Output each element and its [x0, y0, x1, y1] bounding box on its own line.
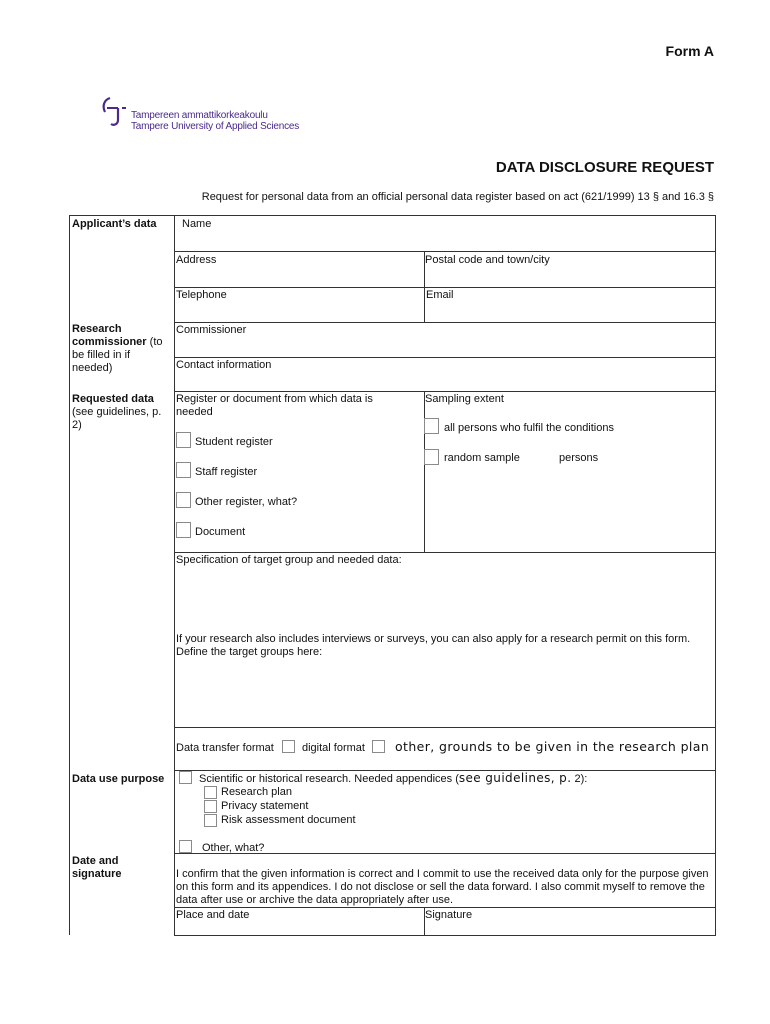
signature-section-label: Date and signature	[72, 855, 122, 880]
place-date-field[interactable]: Place and date	[176, 909, 250, 921]
other-purpose-label: Other, what?	[202, 842, 265, 854]
all-persons-label: all persons who fulfil the conditions	[444, 422, 614, 434]
research-plan-checkbox[interactable]	[204, 786, 217, 799]
scientific-research-label	[199, 772, 587, 786]
page-subtitle: Request for personal data from an official personal data register based on act (621/1999) 13 § and 16.3 §	[201, 191, 714, 203]
sampling-extent-label: Sampling extent	[425, 393, 504, 405]
email-field[interactable]: Email	[426, 289, 454, 301]
interviews-note[interactable]: If your research also includes interviews or surveys, you can also apply for a research permit on this form. Define the target groups here:	[176, 633, 691, 658]
name-field[interactable]: Name	[182, 218, 212, 230]
risk-assessment-checkbox[interactable]	[204, 814, 217, 827]
commissioner-field[interactable]: Commissioner	[176, 324, 247, 336]
page-ref-text: 2):	[571, 773, 588, 785]
other-grounds-label: other, grounds to be given in the research plan	[395, 739, 710, 754]
page-title: DATA DISCLOSURE REQUEST	[495, 159, 714, 176]
research-section-bold: Research commissioner	[72, 323, 147, 348]
digital-format-checkbox[interactable]	[282, 740, 295, 753]
transfer-format-label: Data transfer format	[176, 742, 274, 754]
other-register-checkbox[interactable]	[176, 492, 191, 508]
research-plan-label: Research plan	[221, 786, 292, 798]
requested-section-label	[72, 393, 172, 432]
logo-line-2: Tampere University of Applied Sciences	[131, 121, 300, 132]
specification-label[interactable]: Specification of target group and needed data:	[176, 554, 402, 566]
document-checkbox[interactable]	[176, 522, 191, 538]
student-register-label: Student register	[195, 436, 273, 448]
register-document-label: Register or document from which data is needed	[176, 393, 373, 418]
risk-assessment-label: Risk assessment document	[221, 814, 356, 826]
research-section-rest: (to be filled in if needed)	[72, 336, 163, 374]
see-guidelines-text: see guidelines, p.	[458, 771, 572, 785]
telephone-field[interactable]: Telephone	[176, 289, 227, 301]
persons-label: persons	[559, 452, 599, 464]
form-label: Form A	[665, 43, 714, 59]
document-label: Document	[195, 526, 246, 538]
address-field[interactable]: Address	[176, 254, 217, 266]
requested-section-bold: Requested data	[72, 393, 154, 405]
random-sample-label: random sample	[444, 452, 520, 464]
signature-field[interactable]: Signature	[425, 909, 473, 921]
other-format-checkbox[interactable]	[372, 740, 385, 753]
tamk-logo-icon	[100, 96, 134, 126]
other-purpose-checkbox[interactable]	[179, 840, 192, 853]
requested-section-rest: (see guidelines, p. 2)	[72, 406, 162, 431]
scientific-research-text: Scientific or historical research. Needed appendices (	[199, 773, 459, 785]
applicant-section-label: Applicant’s data	[72, 218, 157, 230]
privacy-statement-label: Privacy statement	[221, 800, 309, 812]
research-section-label	[72, 323, 172, 375]
data-use-section-label: Data use purpose	[72, 773, 165, 785]
staff-register-checkbox[interactable]	[176, 462, 191, 478]
digital-format-label: digital format	[302, 742, 365, 754]
logo-line-1: Tampereen ammattikorkeakoulu	[131, 110, 268, 121]
postal-code-field[interactable]: Postal code and town/city	[425, 254, 550, 266]
staff-register-label: Staff register	[195, 466, 258, 478]
student-register-checkbox[interactable]	[176, 432, 191, 448]
all-persons-checkbox[interactable]	[424, 418, 439, 434]
random-sample-checkbox[interactable]	[424, 449, 439, 465]
confirmation-text: I confirm that the given information is correct and I commit to use the received data only for the purpose given on this form and its appendices. I do not disclose or sell the data forward. I also commit myself to remove the data after use or archive the data appropriately after use.	[176, 868, 709, 906]
privacy-statement-checkbox[interactable]	[204, 800, 217, 813]
scientific-research-checkbox[interactable]	[179, 771, 192, 784]
contact-information-field[interactable]: Contact information	[176, 359, 272, 371]
logo-text	[131, 110, 299, 132]
other-register-label: Other register, what?	[195, 496, 298, 508]
